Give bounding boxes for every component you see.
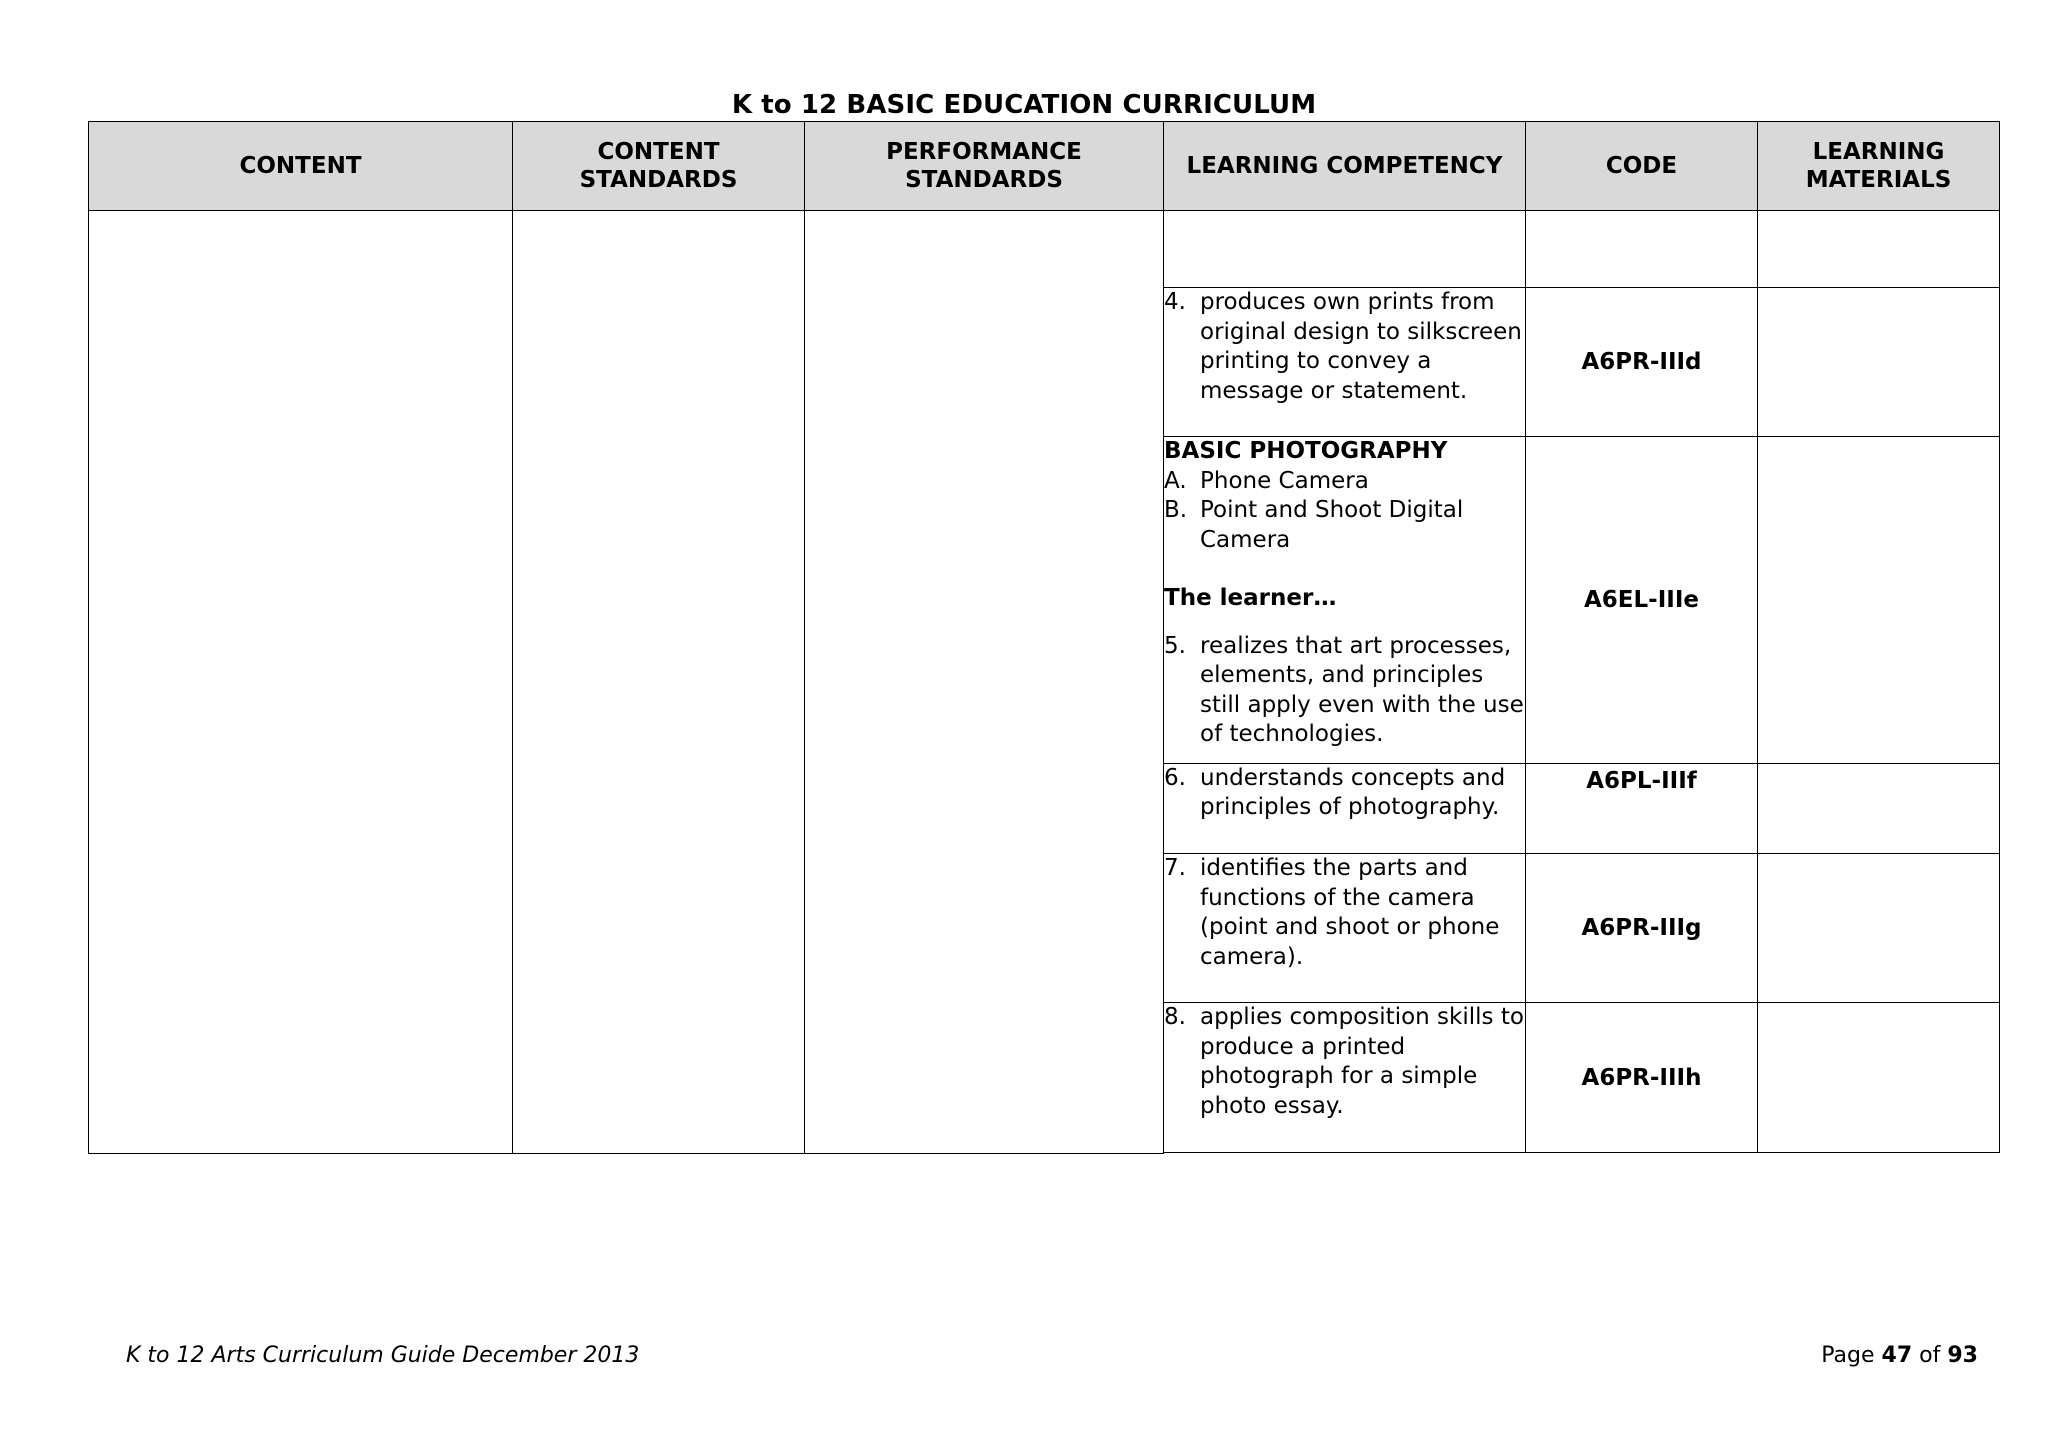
header-learning-competency: LEARNING COMPETENCY (1164, 122, 1526, 211)
code-cell-6: A6PL-IIIf (1526, 763, 1758, 853)
header-learning-materials: LEARNING MATERIALS (1758, 122, 2000, 211)
code-cell-empty (1526, 211, 1758, 288)
materials-cell-4 (1758, 288, 2000, 437)
list-item: 4. produces own prints from original design to silkscreen printing to convey a message or statement. (1164, 289, 1522, 404)
header-performance-standards: PERFORMANCE STANDARDS (805, 122, 1164, 211)
header-content: CONTENT (89, 122, 513, 211)
competency-cell-empty (1164, 211, 1526, 288)
header-content-standards: CONTENT STANDARDS (513, 122, 805, 211)
competency-cell-7 (1164, 854, 1526, 1003)
materials-cell-5 (1758, 437, 2000, 764)
competency-cell-6 (1164, 763, 1526, 853)
header-code: CODE (1526, 122, 1758, 211)
materials-cell-8 (1758, 1003, 2000, 1153)
list-item: 6. understands concepts and principles of photography. (1164, 764, 1506, 821)
materials-cell-6 (1758, 763, 2000, 853)
list-item: 5. realizes that art processes, elements, and principles still apply even with the use of technologies. (1164, 632, 1524, 748)
competency-cell-4 (1164, 288, 1526, 437)
document-title: K to 12 BASIC EDUCATION CURRICULUM (731, 90, 1317, 120)
competency-cell-8 (1164, 1003, 1526, 1153)
list-item: 7. identifies the parts and functions of the camera (point and shoot or phone camera). (1164, 855, 1500, 970)
list-item: 8. applies composition skills to produce a printed photograph for a simple photo essay. (1164, 1004, 1524, 1119)
content-cell (89, 211, 513, 1154)
code-cell-8: A6PR-IIIh (1526, 1003, 1758, 1153)
content-standards-cell (513, 211, 805, 1154)
footer-guide-title: K to 12 Arts Curriculum Guide December 2013 (126, 1343, 640, 1368)
learner-label: The learner… (1164, 585, 1337, 612)
performance-standards-cell (805, 211, 1164, 1154)
table-header-row (89, 122, 2000, 211)
section-heading: BASIC PHOTOGRAPHY (1164, 438, 1448, 465)
list-item: A. Phone Camera (1164, 467, 1369, 494)
footer-page-number: Page 47 of 93 (1821, 1343, 1978, 1368)
materials-cell-empty (1758, 211, 2000, 288)
curriculum-table (88, 121, 2000, 1154)
code-cell-7: A6PR-IIIg (1526, 854, 1758, 1003)
list-item: B. Point and Shoot Digital Camera (1164, 497, 1464, 553)
materials-cell-7 (1758, 854, 2000, 1003)
table-row (89, 211, 2000, 288)
code-cell-5: A6EL-IIIe (1526, 437, 1758, 764)
competency-cell-5 (1164, 437, 1526, 764)
code-cell-4: A6PR-IIId (1526, 288, 1758, 437)
